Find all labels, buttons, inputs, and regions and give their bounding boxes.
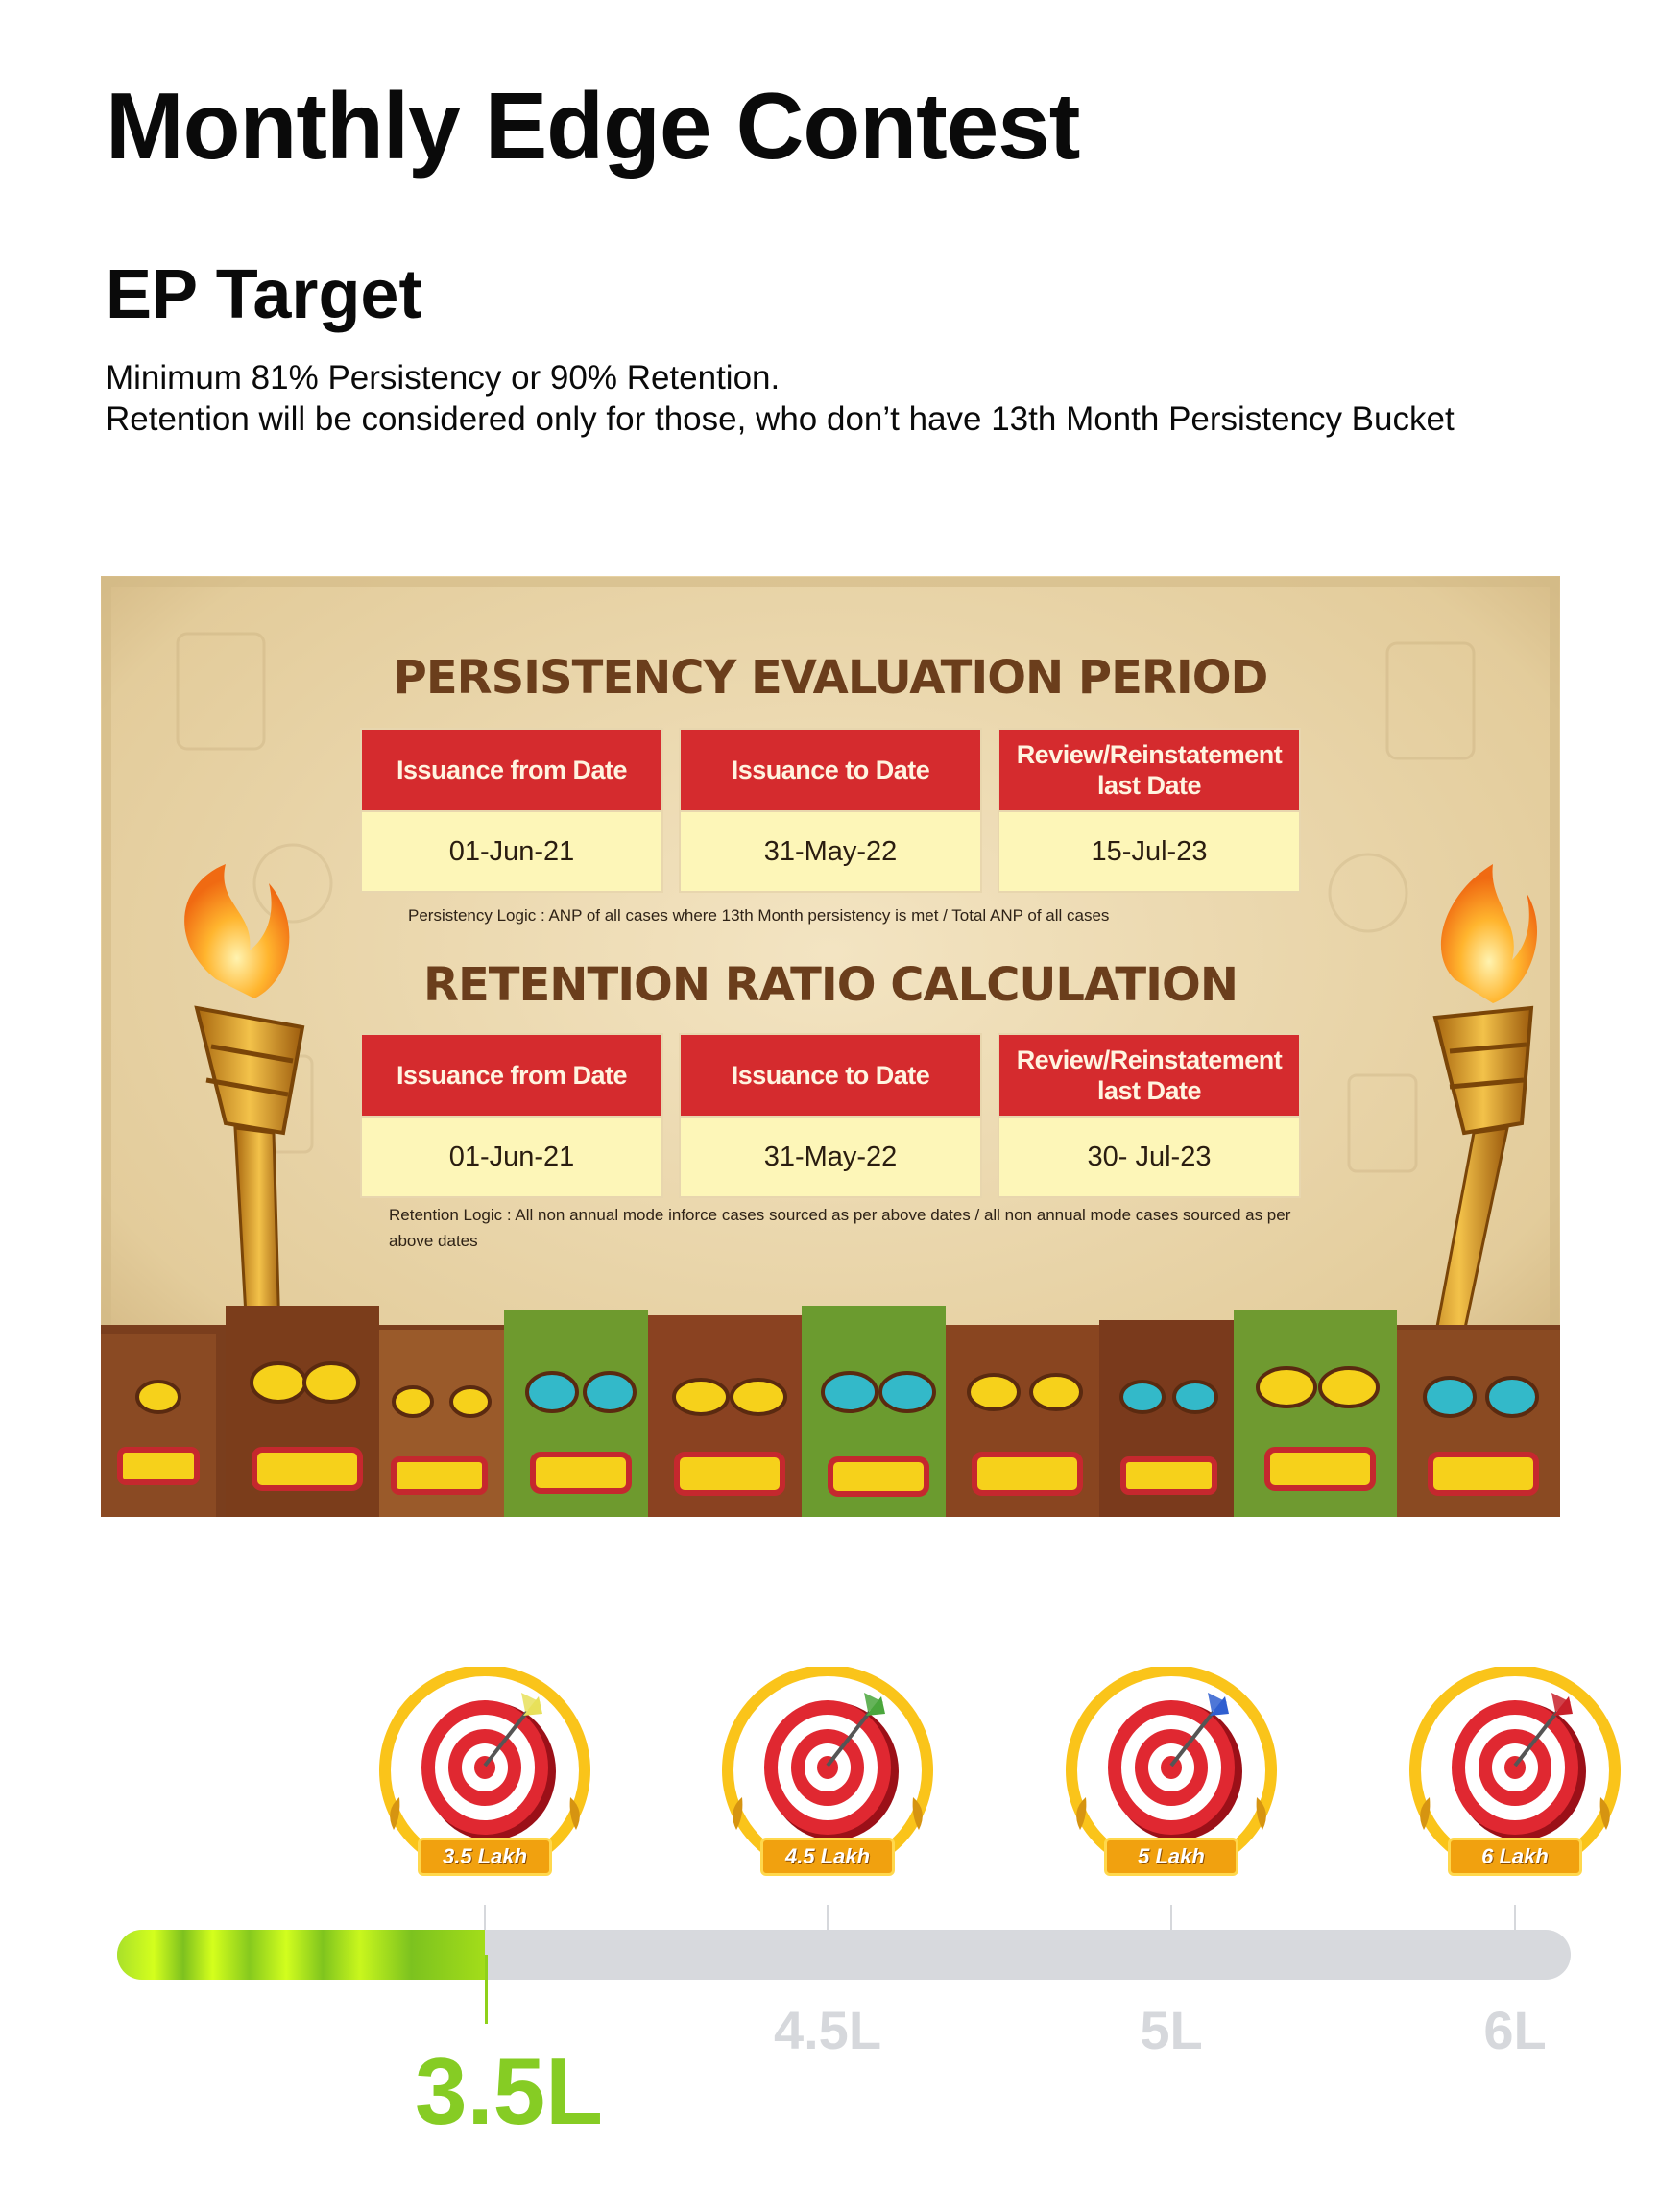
retention-col-to [679, 1033, 982, 1198]
column-header: Review/Reinstatement last Date [998, 728, 1301, 812]
ep-target-description [106, 357, 1527, 440]
milestone-label: 4.5 Lakh [760, 1838, 895, 1876]
persistency-col-review [998, 728, 1301, 893]
milestone-badge [1405, 1667, 1625, 1887]
milestone-badge [374, 1667, 595, 1887]
page-title: Monthly Edge Contest [106, 73, 1080, 179]
current-pointer [485, 1955, 488, 2024]
persistency-col-to [679, 728, 982, 893]
tick-label: 4.5L [773, 2000, 882, 2060]
milestone-label: 6 Lakh [1448, 1838, 1582, 1876]
description-line: Minimum 81% Persistency or 90% Retention. [106, 359, 781, 397]
column-value: 30- Jul-23 [998, 1118, 1301, 1198]
column-header: Review/Reinstatement last Date [998, 1033, 1301, 1118]
milestone-badge [717, 1667, 938, 1887]
milestone-label: 5 Lakh [1104, 1838, 1238, 1876]
retention-logic: Retention Logic : All non annual mode inforce cases sourced as per above dates / all non annual mode cases sourced as per above dates [389, 1206, 1291, 1250]
tick-label: 6L [1483, 2000, 1547, 2060]
tick-label: 5L [1140, 2000, 1203, 2060]
progress-fill [117, 1930, 485, 1980]
persistency-col-from [360, 728, 663, 893]
milestone-label: 3.5 Lakh [418, 1838, 552, 1876]
milestone-badge [1061, 1667, 1282, 1887]
current-value-label: 3.5L [414, 2038, 604, 2144]
persistency-logic: Persistency Logic : ANP of all cases where 13th Month persistency is met / Total ANP of all cases [408, 906, 1110, 925]
column-value: 01-Jun-21 [360, 812, 663, 893]
column-value: 15-Jul-23 [998, 812, 1301, 893]
column-header: Issuance from Date [360, 1033, 663, 1118]
column-header: Issuance to Date [679, 728, 982, 812]
column-header: Issuance from Date [360, 728, 663, 812]
progress-track [117, 1930, 1571, 1980]
retention-col-from [360, 1033, 663, 1198]
column-header: Issuance to Date [679, 1033, 982, 1118]
description-line: Retention will be considered only for those, who don’t have 13th Month Persistency Bucket [106, 400, 1455, 438]
column-value: 31-May-22 [679, 1118, 982, 1198]
column-value: 01-Jun-21 [360, 1118, 663, 1198]
retention-col-review [998, 1033, 1301, 1198]
section-title: EP Target [106, 256, 422, 333]
retention-heading: RETENTION RATIO CALCULATION [423, 958, 1238, 1012]
contest-banner [101, 576, 1560, 1517]
column-value: 31-May-22 [679, 812, 982, 893]
persistency-heading: PERSISTENCY EVALUATION PERIOD [393, 651, 1268, 705]
